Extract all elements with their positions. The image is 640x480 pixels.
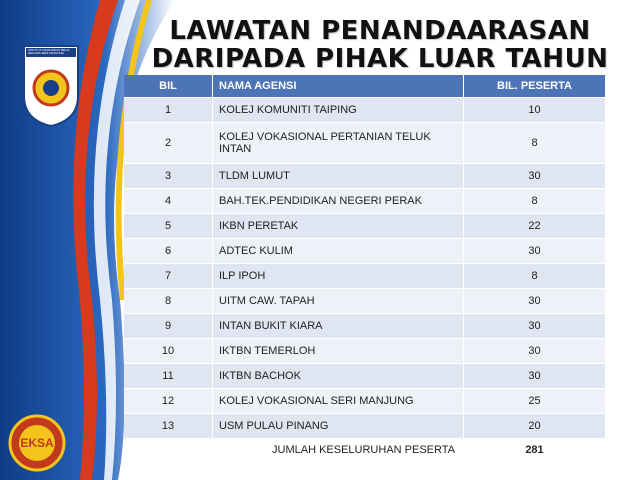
total-row xyxy=(124,439,606,461)
bottom-logo xyxy=(8,414,66,472)
row-bil: 6 xyxy=(124,239,213,264)
table-row xyxy=(124,239,606,264)
row-agensi: ILP IPOH xyxy=(213,264,464,289)
row-bil: 1 xyxy=(124,98,213,123)
row-bil: 7 xyxy=(124,264,213,289)
row-bil: 13 xyxy=(124,414,213,439)
row-bil: 11 xyxy=(124,364,213,389)
row-peserta: 22 xyxy=(464,214,606,239)
row-agensi: INTAN BUKIT KIARA xyxy=(213,314,464,339)
row-peserta: 30 xyxy=(464,314,606,339)
row-agensi: IKTBN TEMERLOH xyxy=(213,339,464,364)
table-row xyxy=(124,389,606,414)
table-row xyxy=(124,98,606,123)
row-bil: 10 xyxy=(124,339,213,364)
row-agensi: KOLEJ KOMUNITI TAIPING xyxy=(213,98,464,123)
total-label: JUMLAH KESELURUHAN PESERTA xyxy=(124,439,464,461)
table-row xyxy=(124,164,606,189)
title-line-2: DARIPADA PIHAK LUAR TAHUN xyxy=(151,44,609,74)
row-agensi: KOLEJ VOKASIONAL PERTANIAN TELUK INTAN xyxy=(213,123,464,164)
total-value: 281 xyxy=(464,439,606,461)
row-agensi: ADTEC KULIM xyxy=(213,239,464,264)
row-agensi: KOLEJ VOKASIONAL SERI MANJUNG xyxy=(213,389,464,414)
table-row xyxy=(124,289,606,314)
table-row xyxy=(124,414,606,439)
row-peserta: 30 xyxy=(464,239,606,264)
row-bil: 12 xyxy=(124,389,213,414)
top-logo-text: INSTITUT KEMAHIRAN BELIA NEGARA SERI MANJUNG xyxy=(28,49,70,55)
row-agensi: TLDM LUMUT xyxy=(213,164,464,189)
row-peserta: 30 xyxy=(464,339,606,364)
table-row xyxy=(124,314,606,339)
row-agensi: BAH.TEK.PENDIDIKAN NEGERI PERAK xyxy=(213,189,464,214)
table-row xyxy=(124,123,606,164)
row-agensi: USM PULAU PINANG xyxy=(213,414,464,439)
participants-table xyxy=(124,75,606,461)
row-peserta: 8 xyxy=(464,189,606,214)
header-bil: BIL xyxy=(124,75,213,98)
row-bil: 4 xyxy=(124,189,213,214)
row-peserta: 10 xyxy=(464,98,606,123)
row-peserta: 25 xyxy=(464,389,606,414)
table-row xyxy=(124,339,606,364)
table-row xyxy=(124,189,606,214)
row-peserta: 30 xyxy=(464,364,606,389)
row-agensi: IKBN PERETAK xyxy=(213,214,464,239)
header-agensi: NAMA AGENSI xyxy=(213,75,464,98)
row-bil: 3 xyxy=(124,164,213,189)
row-peserta: 8 xyxy=(464,123,606,164)
header-peserta: BIL. PESERTA xyxy=(464,75,606,98)
table-row xyxy=(124,214,606,239)
row-peserta: 30 xyxy=(464,164,606,189)
top-logo xyxy=(22,44,80,128)
row-peserta: 30 xyxy=(464,289,606,314)
title-line-1: LAWATAN PENANDAARASAN xyxy=(169,16,591,46)
row-agensi: UITM CAW. TAPAH xyxy=(213,289,464,314)
row-agensi: IKTBN BACHOK xyxy=(213,364,464,389)
row-bil: 8 xyxy=(124,289,213,314)
row-bil: 2 xyxy=(124,123,213,164)
row-bil: 9 xyxy=(124,314,213,339)
bottom-logo-text: EKSA xyxy=(20,436,54,450)
table-row xyxy=(124,364,606,389)
row-peserta: 8 xyxy=(464,264,606,289)
row-peserta: 20 xyxy=(464,414,606,439)
table-row xyxy=(124,264,606,289)
row-bil: 5 xyxy=(124,214,213,239)
table-header-row xyxy=(124,75,606,98)
